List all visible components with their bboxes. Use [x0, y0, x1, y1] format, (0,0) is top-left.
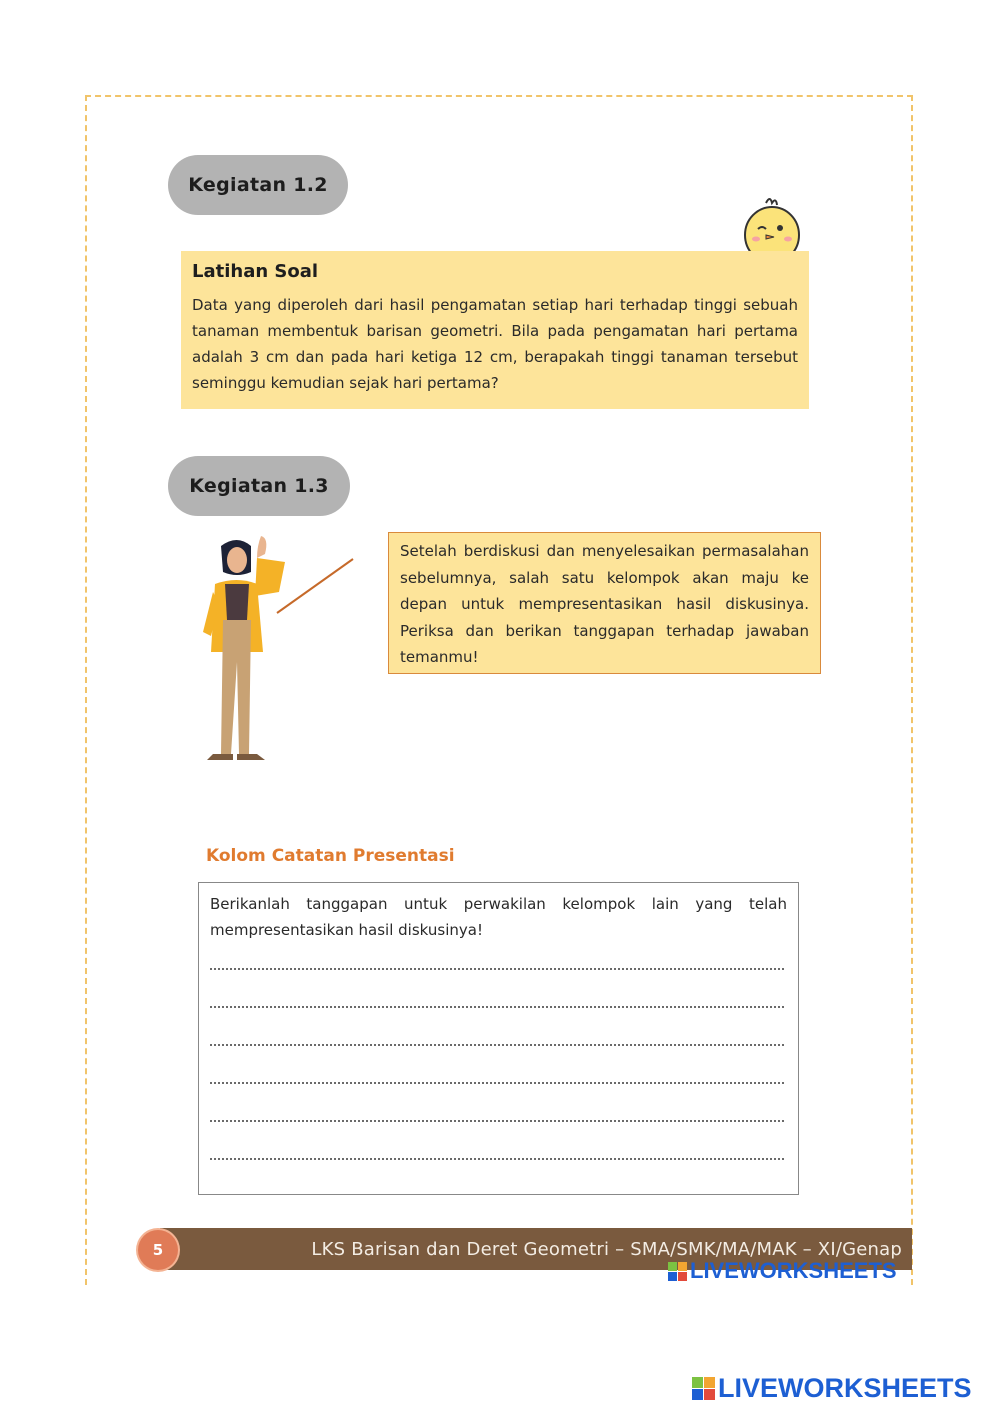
liveworksheets-logo — [668, 1258, 897, 1284]
answer-line-4[interactable] — [210, 1082, 784, 1084]
answer-line-1[interactable] — [210, 968, 784, 970]
teacher-illustration — [185, 532, 360, 767]
answer-line-5[interactable] — [210, 1120, 784, 1122]
liveworksheets-text: LIVEWORKSHEETS — [690, 1258, 897, 1283]
catatan-title: Kolom Catatan Presentasi — [206, 846, 455, 866]
kegiatan-1-2-label: Kegiatan 1.2 — [168, 155, 348, 215]
latihan-soal-box — [181, 251, 809, 409]
latihan-soal-text: Data yang diperoleh dari hasil pengamatan setiap hari terhadap tinggi sebuah tanaman membentuk barisan geometri. Bila pada pengamatan hari pertama adalah 3 cm dan pada hari ketiga 12 cm, berapakah tinggi tanaman tersebut seminggu kemudian sejak hari pertama? — [192, 296, 798, 392]
answer-line-3[interactable] — [210, 1044, 784, 1046]
liveworksheets-text: LIVEWORKSHEETS — [718, 1373, 972, 1403]
liveworksheets-blocks-icon — [668, 1262, 687, 1281]
diskusi-box — [388, 532, 821, 674]
catatan-box — [198, 882, 799, 1195]
answer-line-6[interactable] — [210, 1158, 784, 1160]
latihan-soal-title: Latihan Soal — [192, 261, 319, 282]
liveworksheets-blocks-icon — [692, 1377, 715, 1400]
kegiatan-1-3-label: Kegiatan 1.3 — [168, 456, 350, 516]
diskusi-text: Setelah berdiskusi dan menyelesaikan permasalahan sebelumnya, salah satu kelompok akan maju ke depan untuk mempresentasikan hasil diskusinya. Periksa dan berikan tanggapan terhadap jawaban temanmu! — [400, 542, 809, 666]
catatan-instruction: Berikanlah tanggapan untuk perwakilan kelompok lain yang telah mempresentasikan hasil diskusinya! — [210, 895, 787, 939]
page-number: 5 — [138, 1230, 178, 1270]
footer-text: LKS Barisan dan Deret Geometri – SMA/SMK/MA/MAK – XI/Genap — [311, 1238, 902, 1260]
answer-line-2[interactable] — [210, 1006, 784, 1008]
liveworksheets-logo-bottom — [692, 1373, 972, 1404]
